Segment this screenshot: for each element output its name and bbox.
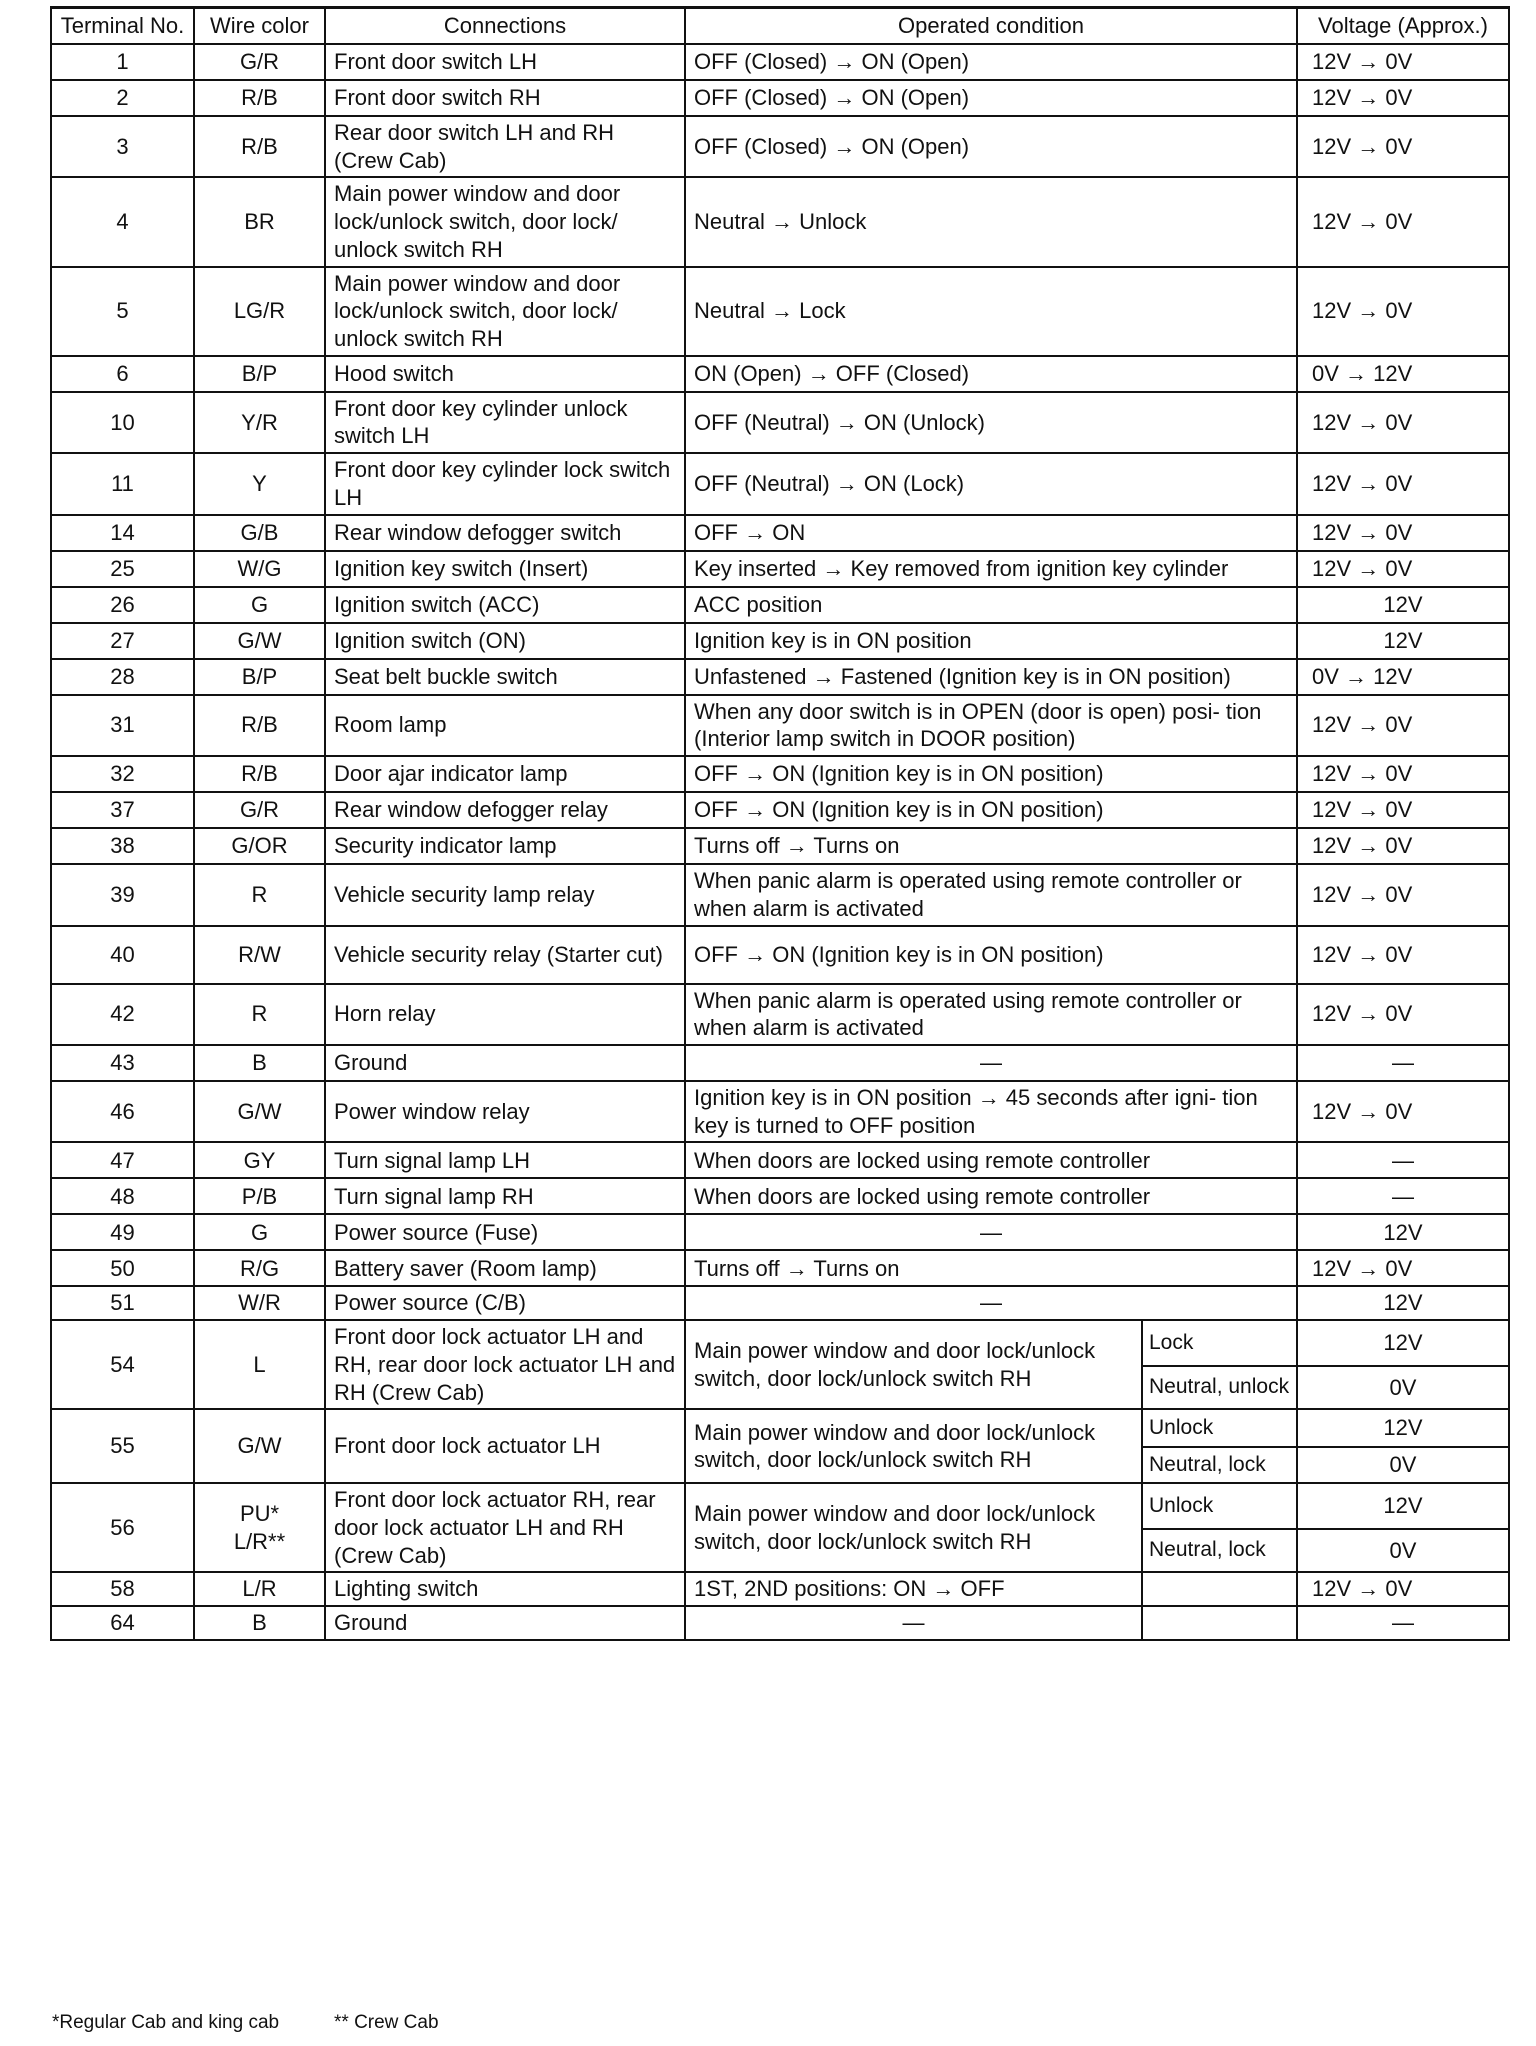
connection-cell: Front door lock actuator LH and RH, rear door lock actuator LH and RH (Crew Cab) xyxy=(325,1320,685,1409)
terminal-no-cell: 47 xyxy=(51,1142,194,1178)
switch-state-cell: Unlock xyxy=(1142,1483,1297,1529)
operated-condition-cell: OFF (Closed) → ON (Open) xyxy=(685,44,1297,80)
connection-cell: Power source (Fuse) xyxy=(325,1214,685,1250)
wire-color-cell xyxy=(194,1483,325,1572)
wire-color-cell: GY xyxy=(194,1142,325,1178)
wire-color-cell: G xyxy=(194,587,325,623)
voltage-cell: 12V → 0V xyxy=(1297,267,1509,356)
switch-state-cell: Neutral, lock xyxy=(1142,1447,1297,1483)
wire-color-cell: B/P xyxy=(194,356,325,392)
connection-cell: Vehicle security lamp relay xyxy=(325,864,685,925)
connection-cell: Front door lock actuator RH, rear door lock actuator LH and RH (Crew Cab) xyxy=(325,1483,685,1572)
operated-condition-cell: When panic alarm is operated using remote controller or when alarm is activated xyxy=(685,984,1297,1045)
wire-color-cell: G/B xyxy=(194,515,325,551)
connection-cell: Front door lock actuator LH xyxy=(325,1409,685,1483)
operated-condition-cell: Turns off → Turns on xyxy=(685,828,1297,864)
terminal-no-cell: 14 xyxy=(51,515,194,551)
operated-condition-cell: When any door switch is in OPEN (door is open) posi- tion (Interior lamp switch in DOOR position) xyxy=(685,695,1297,756)
wire-color-cell: G/R xyxy=(194,792,325,828)
voltage-cell: 12V → 0V xyxy=(1297,792,1509,828)
header-row xyxy=(51,8,1509,45)
terminal-no-cell: 1 xyxy=(51,44,194,80)
operated-condition-cell: Ignition key is in ON position → 45 seconds after igni- tion key is turned to OFF position xyxy=(685,1081,1297,1142)
operated-condition-cell: Main power window and door lock/unlock switch, door lock/unlock switch RH xyxy=(685,1483,1142,1572)
terminal-no-cell: 26 xyxy=(51,587,194,623)
table-row xyxy=(51,756,1509,792)
connection-cell: Turn signal lamp RH xyxy=(325,1178,685,1214)
table-row xyxy=(51,356,1509,392)
voltage-cell: 12V xyxy=(1297,587,1509,623)
operated-condition-cell: Main power window and door lock/unlock switch, door lock/unlock switch RH xyxy=(685,1320,1142,1409)
terminal-no-cell: 50 xyxy=(51,1250,194,1286)
terminal-no-cell: 4 xyxy=(51,177,194,266)
wire-color-cell: B/P xyxy=(194,659,325,695)
operated-condition-cell: — xyxy=(685,1286,1297,1320)
voltage-cell: 12V → 0V xyxy=(1297,44,1509,80)
connection-cell: Turn signal lamp LH xyxy=(325,1142,685,1178)
operated-condition-cell: OFF (Closed) → ON (Open) xyxy=(685,116,1297,177)
voltage-cell: 12V xyxy=(1297,623,1509,659)
operated-condition-cell: Key inserted → Key removed from ignition key cylinder xyxy=(685,551,1297,587)
connection-cell: Front door switch RH xyxy=(325,80,685,116)
voltage-cell: 12V → 0V xyxy=(1297,984,1509,1045)
voltage-cell: 12V → 0V xyxy=(1297,551,1509,587)
voltage-cell: — xyxy=(1297,1606,1509,1640)
voltage-cell: — xyxy=(1297,1142,1509,1178)
wire-color-cell: G/W xyxy=(194,1409,325,1483)
connection-cell: Vehicle security relay (Starter cut) xyxy=(325,926,685,984)
connection-cell: Rear door switch LH and RH (Crew Cab) xyxy=(325,116,685,177)
terminal-no-cell: 11 xyxy=(51,453,194,514)
wire-color-cell: LG/R xyxy=(194,267,325,356)
terminal-no-cell: 3 xyxy=(51,116,194,177)
operated-condition-cell: — xyxy=(685,1606,1142,1640)
table-row xyxy=(51,1045,1509,1081)
terminal-no-cell: 39 xyxy=(51,864,194,925)
terminal-no-cell: 51 xyxy=(51,1286,194,1320)
operated-condition-cell: OFF → ON (Ignition key is in ON position) xyxy=(685,792,1297,828)
connection-cell: Rear window defogger relay xyxy=(325,792,685,828)
table-row xyxy=(51,828,1509,864)
operated-condition-cell: When doors are locked using remote controller xyxy=(685,1142,1297,1178)
voltage-cell: 0V xyxy=(1297,1447,1509,1483)
table-row xyxy=(51,659,1509,695)
voltage-cell: 12V → 0V xyxy=(1297,1572,1509,1606)
table-row xyxy=(51,926,1509,984)
blank-state-cell xyxy=(1142,1606,1297,1640)
connection-cell: Room lamp xyxy=(325,695,685,756)
table-row xyxy=(51,453,1509,514)
table-row xyxy=(51,1320,1509,1366)
operated-condition-cell: Neutral → Lock xyxy=(685,267,1297,356)
operated-condition-cell: Neutral → Unlock xyxy=(685,177,1297,266)
connection-cell: Power source (C/B) xyxy=(325,1286,685,1320)
terminal-no-cell: 27 xyxy=(51,623,194,659)
header-terminal-no: Terminal No. xyxy=(51,8,194,45)
terminal-no-cell: 64 xyxy=(51,1606,194,1640)
wire-color-cell: W/G xyxy=(194,551,325,587)
wire-color-cell: R/B xyxy=(194,695,325,756)
voltage-cell: 12V xyxy=(1297,1483,1509,1529)
table-row xyxy=(51,623,1509,659)
connection-cell: Ignition key switch (Insert) xyxy=(325,551,685,587)
wire-color-crew-cab: L/R** xyxy=(233,1528,286,1554)
table-row xyxy=(51,44,1509,80)
connection-cell: Battery saver (Room lamp) xyxy=(325,1250,685,1286)
operated-condition-cell: ACC position xyxy=(685,587,1297,623)
table-row xyxy=(51,984,1509,1045)
wire-color-cell: R/G xyxy=(194,1250,325,1286)
connection-cell: Ignition switch (ON) xyxy=(325,623,685,659)
wire-color-cell: P/B xyxy=(194,1178,325,1214)
terminal-no-cell: 56 xyxy=(51,1483,194,1572)
wire-color-cell: L xyxy=(194,1320,325,1409)
voltage-cell: 12V → 0V xyxy=(1297,392,1509,453)
switch-state-cell: Neutral, lock xyxy=(1142,1529,1297,1572)
terminal-no-cell: 42 xyxy=(51,984,194,1045)
terminal-no-cell: 25 xyxy=(51,551,194,587)
wire-color-cell: B xyxy=(194,1606,325,1640)
table-row xyxy=(51,116,1509,177)
header-operated-condition: Operated condition xyxy=(685,8,1297,45)
terminal-no-cell: 10 xyxy=(51,392,194,453)
terminal-no-cell: 55 xyxy=(51,1409,194,1483)
terminal-no-cell: 28 xyxy=(51,659,194,695)
voltage-cell: 0V xyxy=(1297,1529,1509,1572)
voltage-cell: — xyxy=(1297,1045,1509,1081)
operated-condition-cell: — xyxy=(685,1214,1297,1250)
operated-condition-cell: OFF (Neutral) → ON (Lock) xyxy=(685,453,1297,514)
table-row xyxy=(51,267,1509,356)
table-row xyxy=(51,1142,1509,1178)
operated-condition-cell: OFF → ON (Ignition key is in ON position) xyxy=(685,756,1297,792)
switch-state-cell: Neutral, unlock xyxy=(1142,1366,1297,1409)
footnote-crew-cab: ** Crew Cab xyxy=(334,2012,439,2033)
wire-color-cell: W/R xyxy=(194,1286,325,1320)
terminal-no-cell: 6 xyxy=(51,356,194,392)
terminal-no-cell: 54 xyxy=(51,1320,194,1409)
terminal-no-cell: 5 xyxy=(51,267,194,356)
connection-cell: Rear window defogger switch xyxy=(325,515,685,551)
terminal-spec-table xyxy=(50,6,1510,1641)
table-row xyxy=(51,1250,1509,1286)
wire-color-cell: G xyxy=(194,1214,325,1250)
voltage-cell: 12V xyxy=(1297,1286,1509,1320)
table-row xyxy=(51,1081,1509,1142)
wire-color-cell: Y/R xyxy=(194,392,325,453)
table-row xyxy=(51,177,1509,266)
voltage-cell: 12V → 0V xyxy=(1297,926,1509,984)
footnote-regular-cab: *Regular Cab and king cab xyxy=(52,2012,280,2033)
operated-condition-cell: OFF → ON xyxy=(685,515,1297,551)
terminal-no-cell: 46 xyxy=(51,1081,194,1142)
header-wire-color: Wire color xyxy=(194,8,325,45)
terminal-no-cell: 40 xyxy=(51,926,194,984)
terminal-no-cell: 43 xyxy=(51,1045,194,1081)
operated-condition-cell: 1ST, 2ND positions: ON → OFF xyxy=(685,1572,1142,1606)
voltage-cell: 12V → 0V xyxy=(1297,695,1509,756)
connection-cell: Seat belt buckle switch xyxy=(325,659,685,695)
table-row xyxy=(51,1178,1509,1214)
table-row xyxy=(51,1606,1509,1640)
wire-color-cell: R xyxy=(194,864,325,925)
table-row xyxy=(51,551,1509,587)
terminal-no-cell: 48 xyxy=(51,1178,194,1214)
table-row xyxy=(51,695,1509,756)
voltage-cell: — xyxy=(1297,1178,1509,1214)
table-row xyxy=(51,515,1509,551)
voltage-cell: 0V → 12V xyxy=(1297,659,1509,695)
connection-cell: Main power window and door lock/unlock switch, door lock/ unlock switch RH xyxy=(325,177,685,266)
wire-color-cell: G/R xyxy=(194,44,325,80)
connection-cell: Front door switch LH xyxy=(325,44,685,80)
operated-condition-cell: Ignition key is in ON position xyxy=(685,623,1297,659)
connection-cell: Hood switch xyxy=(325,356,685,392)
wire-color-cell: G/W xyxy=(194,623,325,659)
voltage-cell: 12V → 0V xyxy=(1297,756,1509,792)
operated-condition-cell: OFF (Neutral) → ON (Unlock) xyxy=(685,392,1297,453)
connection-cell: Main power window and door lock/unlock switch, door lock/ unlock switch RH xyxy=(325,267,685,356)
terminal-no-cell: 58 xyxy=(51,1572,194,1606)
wire-color-cell: G/W xyxy=(194,1081,325,1142)
table-row xyxy=(51,1286,1509,1320)
connection-cell: Front door key cylinder unlock switch LH xyxy=(325,392,685,453)
header-connections: Connections xyxy=(325,8,685,45)
terminal-no-cell: 37 xyxy=(51,792,194,828)
operated-condition-cell: Unfastened → Fastened (Ignition key is in ON position) xyxy=(685,659,1297,695)
voltage-cell: 12V xyxy=(1297,1214,1509,1250)
table-row xyxy=(51,1409,1509,1447)
wire-color-cell: R/B xyxy=(194,80,325,116)
voltage-cell: 12V → 0V xyxy=(1297,1081,1509,1142)
operated-condition-cell: ON (Open) → OFF (Closed) xyxy=(685,356,1297,392)
connection-cell: Security indicator lamp xyxy=(325,828,685,864)
voltage-cell: 12V → 0V xyxy=(1297,80,1509,116)
terminal-no-cell: 38 xyxy=(51,828,194,864)
connection-cell: Ground xyxy=(325,1045,685,1081)
voltage-cell: 12V xyxy=(1297,1320,1509,1366)
connection-cell: Door ajar indicator lamp xyxy=(325,756,685,792)
wire-color-cell: G/OR xyxy=(194,828,325,864)
table-row xyxy=(51,1572,1509,1606)
voltage-cell: 12V → 0V xyxy=(1297,515,1509,551)
connection-cell: Ignition switch (ACC) xyxy=(325,587,685,623)
operated-condition-cell: OFF (Closed) → ON (Open) xyxy=(685,80,1297,116)
operated-condition-cell: When doors are locked using remote controller xyxy=(685,1178,1297,1214)
terminal-no-cell: 32 xyxy=(51,756,194,792)
table-row xyxy=(51,864,1509,925)
wire-color-cell: R/W xyxy=(194,926,325,984)
table-row xyxy=(51,587,1509,623)
connection-cell: Front door key cylinder lock switch LH xyxy=(325,453,685,514)
table-row xyxy=(51,792,1509,828)
operated-condition-cell: Main power window and door lock/unlock switch, door lock/unlock switch RH xyxy=(685,1409,1142,1483)
operated-condition-cell: Turns off → Turns on xyxy=(685,1250,1297,1286)
voltage-cell: 0V → 12V xyxy=(1297,356,1509,392)
operated-condition-cell: OFF → ON (Ignition key is in ON position) xyxy=(685,926,1297,984)
operated-condition-cell: — xyxy=(685,1045,1297,1081)
connection-cell: Ground xyxy=(325,1606,685,1640)
wire-color-cell: B xyxy=(194,1045,325,1081)
voltage-cell: 12V → 0V xyxy=(1297,177,1509,266)
voltage-cell: 12V → 0V xyxy=(1297,116,1509,177)
connection-cell: Lighting switch xyxy=(325,1572,685,1606)
operated-condition-cell: When panic alarm is operated using remote controller or when alarm is activated xyxy=(685,864,1297,925)
table-row xyxy=(51,392,1509,453)
switch-state-cell: Lock xyxy=(1142,1320,1297,1366)
blank-state-cell xyxy=(1142,1572,1297,1606)
wire-color-cell: L/R xyxy=(194,1572,325,1606)
switch-state-cell: Unlock xyxy=(1142,1409,1297,1447)
terminal-no-cell: 31 xyxy=(51,695,194,756)
voltage-cell: 0V xyxy=(1297,1366,1509,1409)
voltage-cell: 12V → 0V xyxy=(1297,828,1509,864)
wire-color-cell: R/B xyxy=(194,116,325,177)
wire-color-cell: R xyxy=(194,984,325,1045)
connection-cell: Power window relay xyxy=(325,1081,685,1142)
terminal-no-cell: 49 xyxy=(51,1214,194,1250)
voltage-cell: 12V → 0V xyxy=(1297,864,1509,925)
connection-cell: Horn relay xyxy=(325,984,685,1045)
table-row xyxy=(51,1214,1509,1250)
voltage-cell: 12V → 0V xyxy=(1297,453,1509,514)
header-voltage: Voltage (Approx.) xyxy=(1297,8,1509,45)
voltage-cell: 12V → 0V xyxy=(1297,1250,1509,1286)
wire-color-cell: R/B xyxy=(194,756,325,792)
terminal-no-cell: 2 xyxy=(51,80,194,116)
table-row xyxy=(51,1483,1509,1529)
wire-color-cell: BR xyxy=(194,177,325,266)
wire-color-regular-cab: PU* xyxy=(239,1501,280,1527)
voltage-cell: 12V xyxy=(1297,1409,1509,1447)
table-row xyxy=(51,80,1509,116)
wire-color-cell: Y xyxy=(194,453,325,514)
